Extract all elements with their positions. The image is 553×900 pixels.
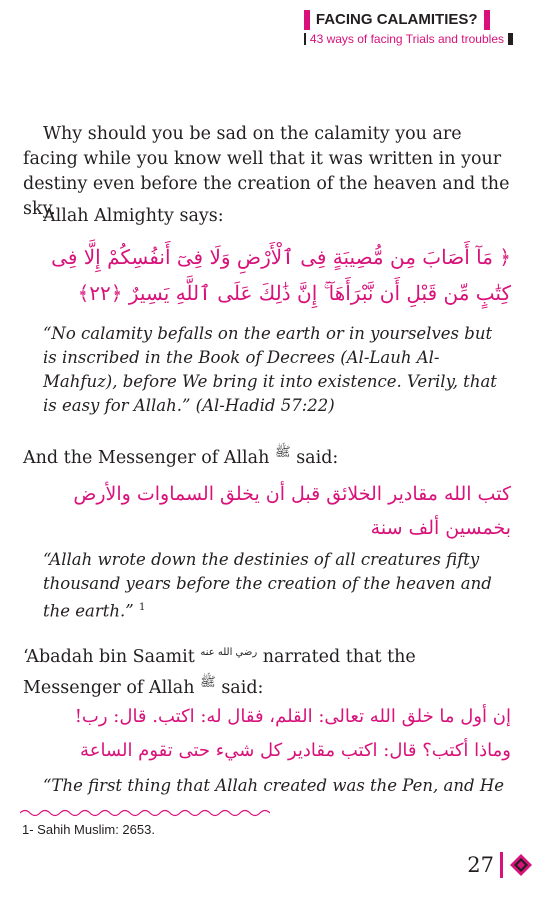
hadith-translation-text: “Allah wrote down the destinies of all creatures fifty thousand years before the creation of the heaven and the earth.” <box>43 550 492 621</box>
header-title-row <box>304 10 513 30</box>
messenger-text-after: said: <box>290 447 339 468</box>
footnote-divider <box>20 808 270 818</box>
page-number-bar <box>500 852 503 878</box>
salawat-symbol-2: ﷺ <box>200 674 216 690</box>
hadith-arabic-line-1: كتب الله مقادير الخلائق قبل أن يخلق السماوات والأرض <box>73 483 511 505</box>
header-sub-bar-right <box>508 33 513 45</box>
messenger-text-before: And the Messenger of Allah <box>23 447 275 468</box>
hadith2-arabic-line-2: وماذا أكتب؟ قال: اكتب مقادير كل شيء حتى تقوم الساعة <box>80 740 511 761</box>
footnote-ref: 1 <box>138 602 146 613</box>
narration-text-middle: narrated that the Messenger of Allah <box>23 646 416 698</box>
quran-verse-line-2: كِتَٰبٍ مِّن قَبْلِ أَن نَّبْرَأَهَآ ۚ إِنَّ ذَٰلِكَ عَلَى ٱللَّهِ يَسِيرٌ ﴿٢٢﴾ <box>77 281 511 305</box>
footnote: 1- Sahih Muslim: 2653. <box>22 822 155 837</box>
header-subtitle: 43 ways of facing Trials and troubles <box>309 32 504 46</box>
diamond-icon <box>509 853 533 877</box>
narration-text-before: ‘Abadah bin Saamit <box>23 646 201 667</box>
page-number: 27 <box>467 853 494 877</box>
header-accent-bar <box>304 10 310 30</box>
hadith2-translation: “The first thing that Allah created was the Pen, and He <box>43 776 504 795</box>
running-header <box>304 10 513 46</box>
header-title: FACING CALAMITIES? <box>315 11 478 28</box>
page-number-block <box>467 852 533 878</box>
hadith-translation <box>43 548 511 624</box>
header-accent-bar-right <box>484 10 490 30</box>
verse-translation: “No calamity befalls on the earth or in yourselves but is inscribed in the Book of Decrees (Al-Lauh Al-Mahfuz), before We bring it into existence. Verily, that is easy for Allah.” (Al-Hadid 57:22) <box>43 324 497 415</box>
hadith-arabic-line-2: بخمسين ألف سنة <box>370 517 511 539</box>
messenger-said-line <box>23 440 511 471</box>
narration-text-after: said: <box>215 677 264 698</box>
header-sub-bar <box>304 33 306 45</box>
abadah-narration <box>23 640 511 701</box>
hadith2-arabic-line-1: إن أول ما خلق الله تعالى: القلم، فقال له: اكتب. قال: رب! <box>74 706 511 727</box>
intro-paragraph: Why should you be sad on the calamity you are facing while you know well that it was written in your destiny even before the creation of the heaven and the sky. <box>23 124 510 219</box>
header-subtitle-row <box>304 32 513 46</box>
salawat-symbol: ﷺ <box>274 445 291 460</box>
quran-verse-line-1: ﴿ مَآ أَصَابَ مِن مُّصِيبَةٍ فِى ٱلْأَرْضِ وَلَا فِىٓ أَنفُسِكُمْ إِلَّا فِى <box>51 245 511 269</box>
radiallahu-symbol: رضي الله عنه <box>200 647 258 658</box>
allah-says-line: Allah Almighty says: <box>43 206 224 226</box>
